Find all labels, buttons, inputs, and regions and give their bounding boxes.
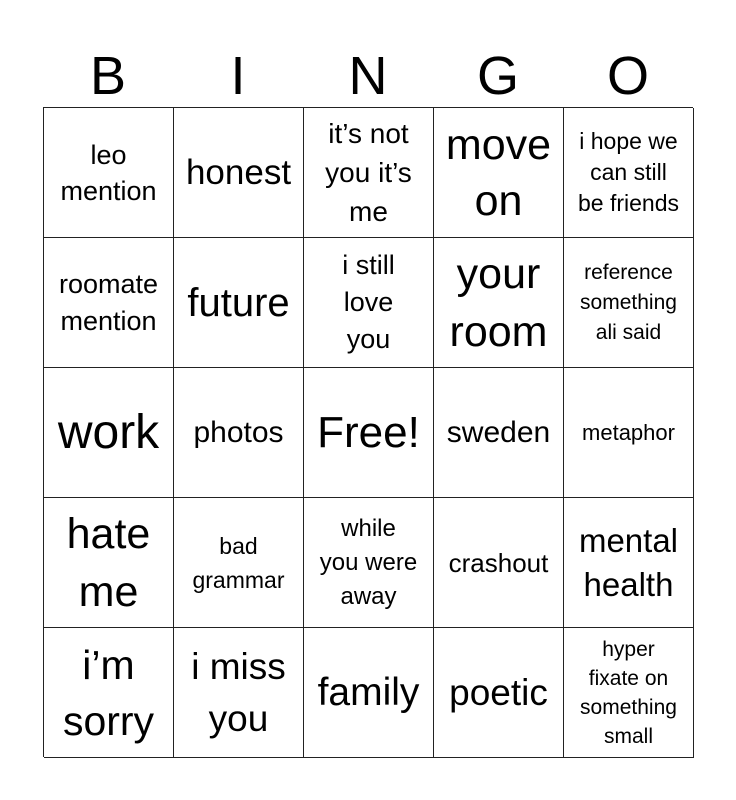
bingo-cell[interactable] <box>174 108 304 238</box>
header-letter-o: O <box>606 46 649 106</box>
bingo-cell[interactable] <box>304 238 434 368</box>
bingo-cell-text: future <box>187 280 290 325</box>
header-letter-n: N <box>348 46 388 106</box>
bingo-cell-text: it’s not you it’s me <box>325 118 412 227</box>
header-letter-i: I <box>230 46 246 106</box>
bingo-cell-text: poetic <box>449 671 548 713</box>
free-space-text: Free! <box>317 407 420 457</box>
bingo-cell[interactable] <box>434 628 564 758</box>
bingo-cell[interactable] <box>304 108 434 238</box>
bingo-cell[interactable] <box>434 368 564 498</box>
bingo-cell[interactable] <box>434 238 564 368</box>
bingo-cell-text: work <box>57 405 160 459</box>
bingo-cell[interactable] <box>564 238 694 368</box>
bingo-header <box>43 44 693 108</box>
bingo-cell[interactable] <box>174 238 304 368</box>
bingo-cell[interactable] <box>304 628 434 758</box>
bingo-cell-text: leo mention <box>60 139 157 206</box>
bingo-cell[interactable] <box>434 498 564 628</box>
bingo-cell[interactable] <box>44 108 174 238</box>
bingo-cell-text: i miss you <box>191 645 286 739</box>
bingo-cell-text: i still love you <box>342 250 395 354</box>
bingo-cell-text: crashout <box>448 547 549 578</box>
bingo-cell-text: while you were away <box>319 514 418 610</box>
bingo-cell-text: honest <box>185 152 292 192</box>
bingo-cell-text: photos <box>193 415 284 449</box>
bingo-cell[interactable] <box>304 498 434 628</box>
bingo-cell-text: mental health <box>578 521 679 603</box>
bingo-cell-text: your room <box>449 249 548 356</box>
bingo-cell-text: move on <box>445 120 552 225</box>
bingo-cell[interactable] <box>564 628 694 758</box>
bingo-cell[interactable] <box>44 498 174 628</box>
free-space-cell[interactable] <box>304 368 434 498</box>
bingo-cell-text: sweden <box>446 415 551 449</box>
bingo-cell[interactable] <box>44 238 174 368</box>
bingo-cell-text: roomate mention <box>58 268 159 336</box>
bingo-cell-text: hyper fixate on something small <box>580 637 677 748</box>
bingo-board <box>43 107 693 757</box>
bingo-cell-text: bad grammar <box>192 532 285 593</box>
bingo-cell-text: family <box>317 670 420 714</box>
bingo-cell[interactable] <box>44 368 174 498</box>
bingo-cell[interactable] <box>174 498 304 628</box>
bingo-cell[interactable] <box>44 628 174 758</box>
bingo-cell-text: metaphor <box>582 419 675 445</box>
bingo-cell[interactable] <box>564 368 694 498</box>
bingo-cell-text: i hope we can still be friends <box>577 128 679 216</box>
bingo-cell[interactable] <box>174 368 304 498</box>
bingo-cell-text: reference something ali said <box>580 260 677 344</box>
header-letter-g: G <box>476 46 519 106</box>
bingo-cell[interactable] <box>564 108 694 238</box>
bingo-cell[interactable] <box>434 108 564 238</box>
bingo-cell-text: hate me <box>66 509 151 616</box>
bingo-cell-text: i’m sorry <box>62 641 155 744</box>
bingo-cell[interactable] <box>564 498 694 628</box>
bingo-cell[interactable] <box>174 628 304 758</box>
header-letter-b: B <box>89 46 127 106</box>
